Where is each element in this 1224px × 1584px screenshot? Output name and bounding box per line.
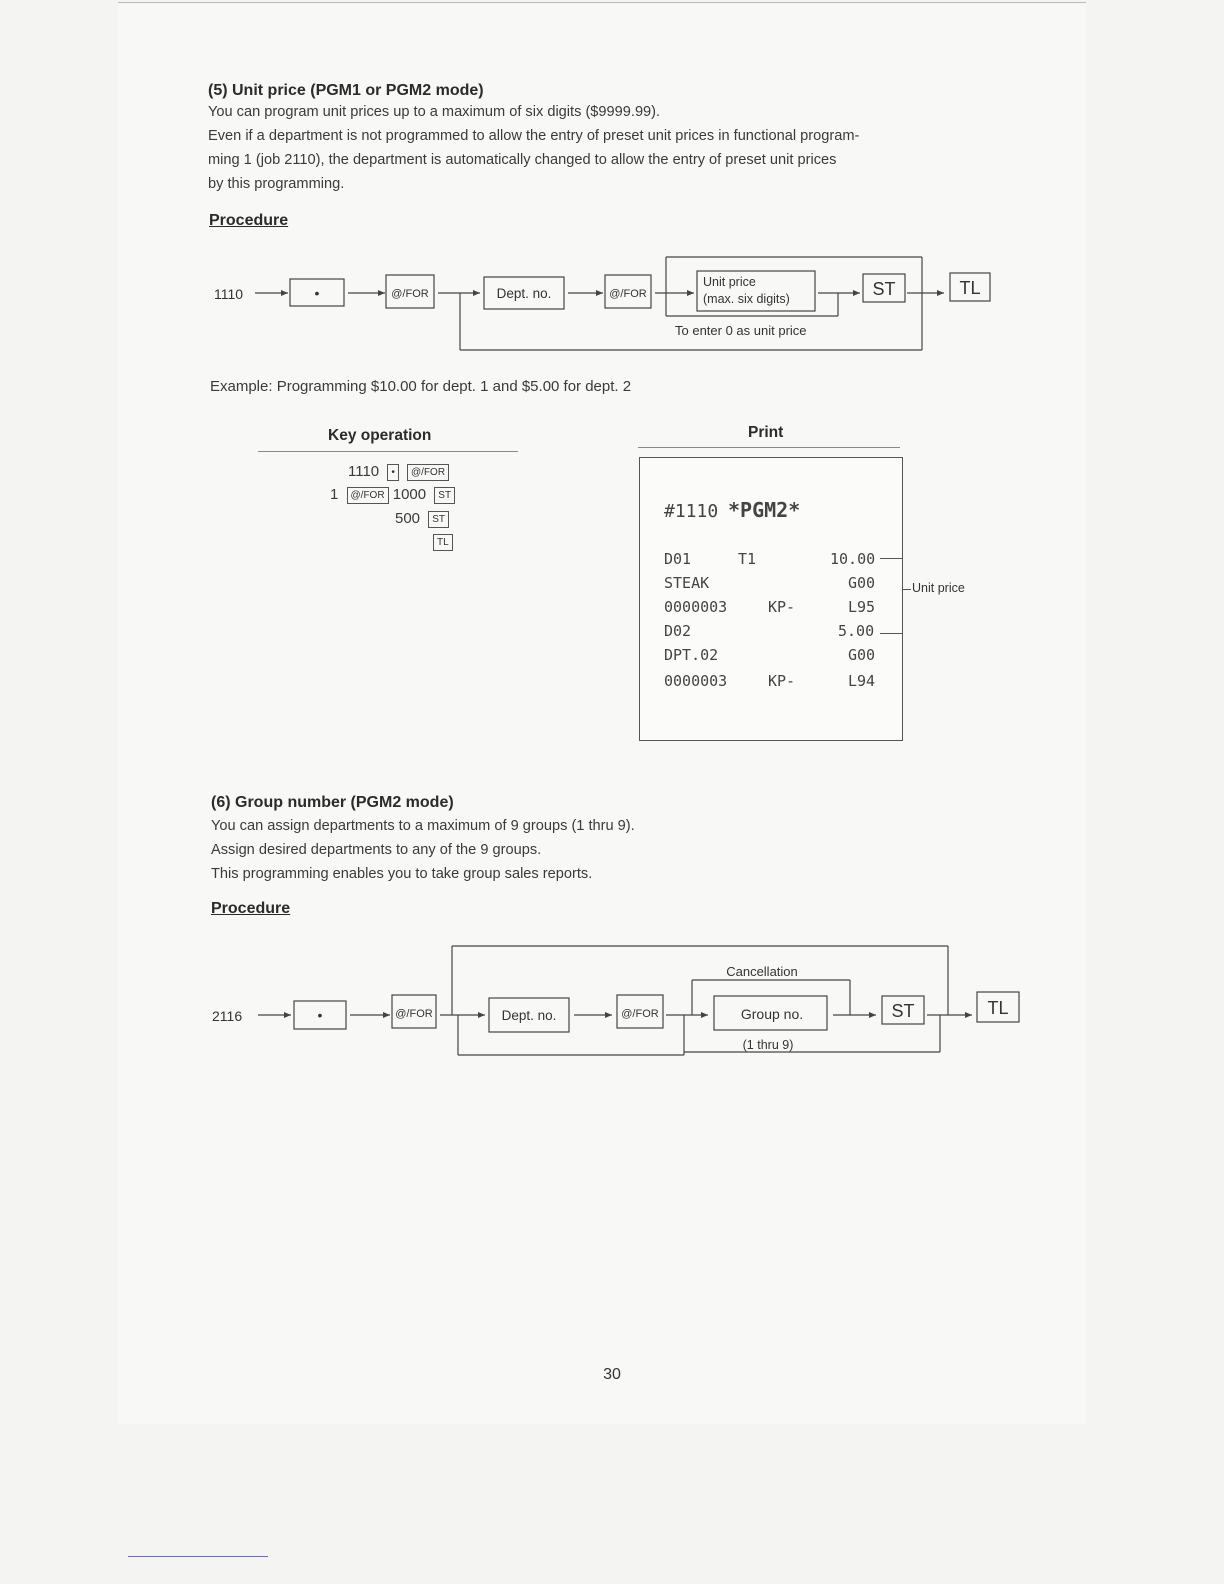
receipt-row6-mid: KP- — [768, 672, 796, 690]
keyop-row2-amount: 1000 — [392, 486, 427, 503]
receipt-row2-right: G00 — [848, 574, 876, 592]
flow6-dot-key: • — [317, 1007, 323, 1023]
keyop-row3-st-key: ST — [428, 511, 449, 528]
section-6-line-3: This programming enables you to take group sales reports. — [211, 866, 593, 882]
section-5-line-1: You can program unit prices up to a maximum of six digits ($9999.99). — [208, 104, 661, 120]
flow5-dot-key: • — [314, 285, 320, 301]
flow6-group-range: (1 thru 9) — [742, 1038, 794, 1052]
section-5-procedure-label: Procedure — [209, 212, 289, 229]
receipt-row3-right: L95 — [848, 598, 876, 616]
receipt-row4-left: D02 — [664, 622, 692, 640]
flow5-st-key: ST — [872, 279, 896, 299]
receipt-row1-mid: T1 — [738, 550, 757, 568]
keyop-row1-number: 1110 — [348, 463, 380, 480]
flow6-for-key: @/FOR — [395, 1008, 433, 1020]
keyop-row2-number: 1 — [330, 486, 339, 503]
section-6-line-1: You can assign departments to a maximum of 9 groups (1 thru 9). — [211, 818, 635, 834]
receipt-row6-right: L94 — [848, 672, 876, 690]
keyop-row2-st-key: ST — [434, 487, 455, 504]
section-5-example: Example: Programming $10.00 for dept. 1 and $5.00 for dept. 2 — [210, 378, 632, 395]
receipt-row2-left: STEAK — [664, 574, 710, 592]
keyop-row2-for-key: @/FOR — [347, 487, 389, 504]
section-5-line-2: Even if a department is not programmed to allow the entry of preset unit prices in functional program- — [208, 128, 860, 144]
flow6-cancellation: Cancellation — [726, 964, 798, 979]
receipt-row3-mid: KP- — [768, 598, 796, 616]
flow6-for-key-2: @/FOR — [621, 1008, 659, 1020]
receipt-row1-left: D01 — [664, 550, 692, 568]
section-5-title: (5) Unit price (PGM1 or PGM2 mode) — [208, 82, 484, 99]
flow5-unit-price-line1: Unit price — [703, 275, 756, 289]
receipt-title-mode: *PGM2* — [728, 498, 801, 522]
flow6-code: 2116 — [212, 1008, 243, 1024]
receipt-title-prefix: #1110 — [664, 501, 719, 522]
receipt-row3-left: 0000003 — [664, 598, 728, 616]
flow5-for-key-2: @/FOR — [609, 288, 647, 300]
flow5-zero-note: To enter 0 as unit price — [675, 323, 807, 338]
section-6-line-2: Assign desired departments to any of the 9 groups. — [211, 842, 542, 858]
flow5-for-key: @/FOR — [391, 288, 429, 300]
flow6-group-box: Group no. — [740, 1006, 804, 1022]
keyop-row4-tl-key: TL — [433, 534, 453, 551]
flow5-tl-key: TL — [959, 278, 981, 298]
unit-price-note: Unit price — [912, 581, 965, 595]
bottom-link-underline — [128, 1556, 268, 1557]
receipt-row5-left: DPT.02 — [664, 646, 719, 664]
flow5-code: 1110 — [214, 286, 244, 302]
print-header: Print — [748, 424, 784, 441]
key-operation-header: Key operation — [328, 427, 432, 444]
section-5-line-3: ming 1 (job 2110), the department is automatically changed to allow the entry of preset unit prices — [208, 152, 837, 168]
flow6-st-key: ST — [891, 1001, 915, 1021]
receipt-row1-right: 10.00 — [830, 550, 876, 568]
flow6-tl-key: TL — [987, 998, 1009, 1018]
keyop-row1-dot-key: • — [387, 464, 399, 481]
keyop-row1-for-key: @/FOR — [407, 464, 449, 481]
flow6-dept-box: Dept. no. — [501, 1008, 557, 1023]
flow5-unit-price-line2: (max. six digits) — [703, 292, 790, 306]
keyop-row3-amount: 500 — [395, 510, 421, 527]
receipt-row6-left: 0000003 — [664, 672, 728, 690]
flow5-dept-box: Dept. no. — [496, 286, 552, 301]
page-number: 30 — [603, 1366, 621, 1383]
receipt-row4-right: 5.00 — [838, 622, 875, 640]
section-5-line-4: by this programming. — [208, 176, 345, 192]
section-6-title: (6) Group number (PGM2 mode) — [211, 794, 454, 811]
section-6-procedure-label: Procedure — [211, 900, 291, 917]
receipt-row5-right: G00 — [848, 646, 876, 664]
